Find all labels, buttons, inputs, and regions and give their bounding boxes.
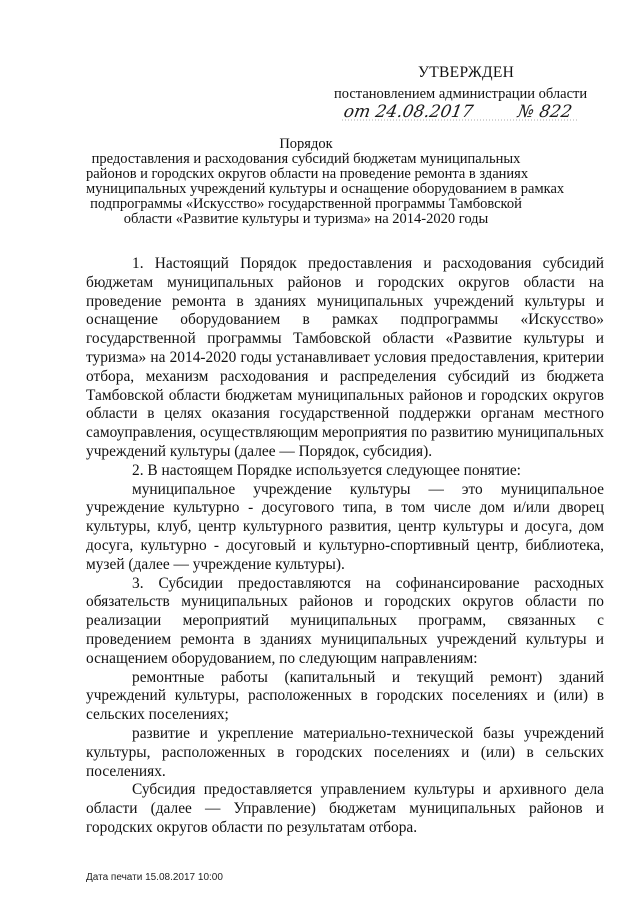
document-title [86, 136, 565, 227]
svg-text:№ 822: № 822 [516, 102, 574, 122]
title-line: предоставления и расходования субсидий бюджетам муниципальных [91, 151, 521, 167]
title-line: подпрограммы «Искусство» государственной программы Тамбовской [90, 196, 522, 212]
title-line: муниципальных учреждений культуры и оснащение оборудованием в рамках [86, 181, 565, 197]
svg-text:от 24.08.2017: от 24.08.2017 [342, 102, 475, 122]
approval-authority: постановлением администрации области [334, 86, 588, 102]
document-body [86, 255, 604, 838]
paragraph-1: 1. Настоящий Порядок предоставления и расходования субсидий бюджетам муниципальных районов и городских округов области на проведение ремонта в зданиях муниципальных учреждений культуры и оснащение оборудованием в рамках подпрограммы «Искусство» государственной программы Тамбовской области «Развитие культуры и туризма» на 2014-2020 годы устанавливает условия предоставления, критерии отбора, механизм расходования и распределения субсидий из бюджета Тамбовской области бюджетам муниципальных районов и городских округов области в целях оказания государственной поддержки органам местного самоуправления, осуществляющим мероприятия по развитию муниципальных учреждений культуры (далее — Порядок, субсидия). [86, 255, 604, 460]
print-date: Дата печати 15.08.2017 10:00 [86, 872, 223, 883]
paragraph-2: 2. В настоящем Порядке используется следующее понятие: [132, 461, 521, 479]
paragraph-subsidy-provider: Субсидия предоставляется управлением культуры и архивного дела области (далее — Управление) бюджетам муниципальных районов и городских округов области по результатам отбора. [86, 781, 604, 836]
approval-stamp-title: УТВЕРЖДЕН [418, 64, 515, 81]
paragraph-direction-equipment: развитие и укрепление материально-технической базы учреждений культуры, расположенных в городских поселениях и (или) в сельских поселениях. [86, 724, 604, 780]
handwritten-date-signature [342, 100, 582, 124]
paragraph-definition: муниципальное учреждение культуры — это муниципальное учреждение культурно - досугового типа, в том числе дом и/или дворец культуры, клуб, центр культурного развития, центр культуры и досуга, дом досуга, культурно - досуговый и культурно-спортивный центр, библиотека, музей (далее — учреждение культуры). [86, 480, 604, 573]
title-line: районов и городских округов области на проведение ремонта в зданиях [86, 166, 529, 182]
paragraph-3: 3. Субсидии предоставляются на софинансирование расходных обязательств муниципальных районов и городских округов области по реализации мероприятий муниципальных программ, связанных с проведением ремонта в зданиях муниципальных учреждений культуры и оснащением оборудованием, по следующим направлениям: [86, 574, 604, 667]
title-line: области «Развитие культуры и туризма» на 2014-2020 годы [123, 211, 489, 227]
title-heading: Порядок [279, 136, 333, 152]
paragraph-direction-repair: ремонтные работы (капитальный и текущий ремонт) зданий учреждений культуры, расположенных в городских поселениях и (или) в сельских поселениях; [86, 668, 604, 724]
